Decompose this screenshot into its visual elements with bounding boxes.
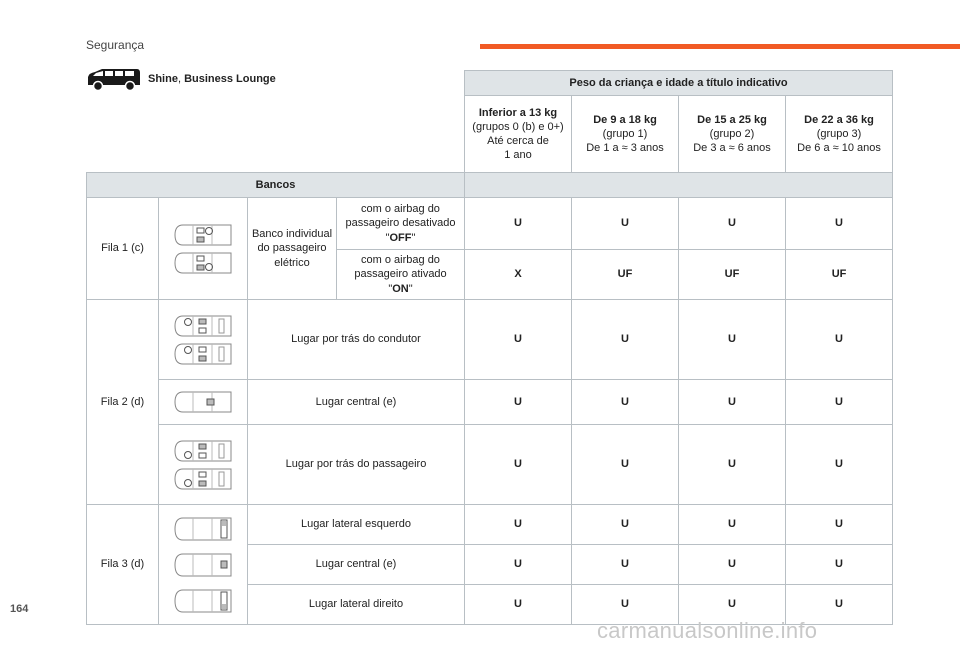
suitability-value: U bbox=[786, 425, 893, 505]
rear-seat-icon bbox=[172, 439, 234, 463]
seat-position: Lugar por trás do condutor bbox=[248, 300, 465, 380]
front-passenger-seat-icon bbox=[172, 223, 234, 247]
suitability-value: U bbox=[786, 380, 893, 425]
seat-diagram bbox=[159, 198, 248, 300]
suitability-value: U bbox=[786, 198, 893, 250]
seat-diagram bbox=[159, 300, 248, 380]
seat-position: Lugar lateral esquerdo bbox=[248, 505, 465, 545]
child-seat-table bbox=[86, 70, 893, 625]
suitability-value: X bbox=[465, 250, 572, 300]
seat-position: Lugar por trás do passageiro bbox=[248, 425, 465, 505]
row-label: Fila 1 (c) bbox=[87, 198, 159, 300]
suitability-value: U bbox=[465, 380, 572, 425]
suitability-value: U bbox=[572, 198, 679, 250]
airbag-condition: com o airbag do passageiro ativado "ON" bbox=[337, 250, 465, 300]
suitability-value: U bbox=[572, 380, 679, 425]
watermark: carmanualsonline.info bbox=[597, 618, 818, 643]
suitability-value: U bbox=[786, 505, 893, 545]
suitability-value: U bbox=[786, 585, 893, 625]
suitability-value: U bbox=[572, 545, 679, 585]
rear-seat-icon bbox=[172, 390, 234, 414]
row-label: Fila 2 (d) bbox=[87, 300, 159, 505]
suitability-value: U bbox=[572, 585, 679, 625]
suitability-value: UF bbox=[786, 250, 893, 300]
airbag-condition: com o airbag do passageiro desativado "OFF" bbox=[337, 198, 465, 250]
group-header: De 9 a 18 kg (grupo 1) De 1 a ≈ 3 anos bbox=[572, 96, 679, 173]
seat-position: Lugar central (e) bbox=[248, 545, 465, 585]
rear-seat-icon bbox=[172, 467, 234, 491]
seats-header: Bancos bbox=[87, 173, 465, 198]
seat-diagram bbox=[159, 380, 248, 425]
suitability-value: U bbox=[465, 425, 572, 505]
suitability-value: U bbox=[465, 545, 572, 585]
suitability-value: U bbox=[679, 545, 786, 585]
suitability-value: U bbox=[679, 505, 786, 545]
suitability-value: U bbox=[786, 300, 893, 380]
weight-header: Peso da criança e idade a título indicativo bbox=[465, 71, 893, 96]
suitability-value: U bbox=[679, 380, 786, 425]
third-row-seat-icon bbox=[172, 516, 234, 542]
seats-header-fill bbox=[465, 173, 893, 198]
seat-position: Lugar lateral direito bbox=[248, 585, 465, 625]
suitability-value: UF bbox=[679, 250, 786, 300]
third-row-seat-icon bbox=[172, 552, 234, 578]
rear-seat-icon bbox=[172, 342, 234, 366]
version-label: Shine, Business Lounge bbox=[86, 66, 276, 92]
suitability-value: U bbox=[465, 300, 572, 380]
front-passenger-seat-icon bbox=[172, 251, 234, 275]
group-header: Inferior a 13 kg (grupos 0 (b) e 0+) Até cerca de 1 ano bbox=[465, 96, 572, 173]
suitability-value: U bbox=[786, 545, 893, 585]
seat-diagram bbox=[159, 425, 248, 505]
suitability-value: U bbox=[572, 425, 679, 505]
version-models: Shine bbox=[148, 73, 178, 85]
suitability-value: UF bbox=[572, 250, 679, 300]
suitability-value: U bbox=[679, 300, 786, 380]
suitability-value: U bbox=[572, 300, 679, 380]
third-row-seat-icon bbox=[172, 588, 234, 614]
page-number: 164 bbox=[10, 603, 29, 615]
suitability-value: U bbox=[465, 585, 572, 625]
group-header: De 22 a 36 kg (grupo 3) De 6 a ≈ 10 anos bbox=[786, 96, 893, 173]
version-models: Business Lounge bbox=[184, 73, 276, 85]
van-icon bbox=[86, 66, 142, 92]
suitability-value: U bbox=[465, 505, 572, 545]
group-header: De 15 a 25 kg (grupo 2) De 3 a ≈ 6 anos bbox=[679, 96, 786, 173]
section-accent-bar bbox=[480, 44, 960, 49]
seat-position: Lugar central (e) bbox=[248, 380, 465, 425]
row-label: Fila 3 (d) bbox=[87, 505, 159, 625]
suitability-value: U bbox=[679, 425, 786, 505]
suitability-value: U bbox=[679, 198, 786, 250]
suitability-value: U bbox=[572, 505, 679, 545]
section-title: Segurança bbox=[86, 38, 145, 52]
seat-diagram bbox=[159, 505, 248, 625]
suitability-value: U bbox=[465, 198, 572, 250]
rear-seat-icon bbox=[172, 314, 234, 338]
suitability-value: U bbox=[679, 585, 786, 625]
seat-type: Banco individual do passageiro elétrico bbox=[248, 198, 337, 300]
